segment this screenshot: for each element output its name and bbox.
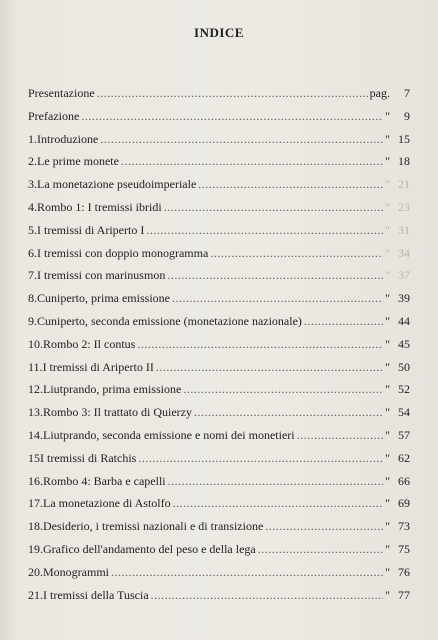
toc-entry-title: Monogrammi (43, 564, 109, 579)
toc-page-number: 73 (398, 519, 410, 534)
toc-page-reference (385, 314, 410, 329)
toc-page-reference (385, 132, 410, 147)
toc-page-reference (385, 496, 410, 511)
toc-page-reference (385, 246, 410, 261)
toc-entry-title: Desiderio, i tremissi nazionali e di transizione (43, 519, 264, 534)
toc-page-reference (370, 86, 410, 101)
toc-leader-dots (173, 496, 383, 511)
toc-page-reference (385, 542, 410, 557)
toc-page-prefix: " (385, 222, 390, 237)
toc-entry-number: 11. (28, 359, 43, 374)
toc-page-prefix: " (385, 154, 390, 169)
toc-entry (28, 337, 410, 360)
toc-leader-dots (194, 405, 383, 420)
toc-page-prefix: " (385, 291, 390, 306)
toc-entry-number: 14. (28, 427, 43, 442)
toc-entry (28, 132, 410, 155)
toc-entry-number: 6. (28, 245, 37, 260)
toc-page-prefix: " (385, 245, 390, 260)
toc-entry-title: Liutprando, prima emissione (43, 382, 182, 397)
toc-page-reference (385, 405, 410, 420)
toc-page-prefix: " (385, 359, 390, 374)
toc-entry (28, 200, 410, 223)
toc-entry-number: 16. (28, 473, 43, 488)
toc-leader-dots (121, 154, 383, 169)
toc-page-number: 34 (398, 245, 410, 260)
toc-entry-title: Rombo 3: Il trattato di Quierzy (43, 405, 192, 420)
toc-entry-title: Le prime monete (37, 154, 119, 169)
toc-page-number: 21 (398, 177, 410, 192)
toc-page-number: 39 (398, 291, 410, 306)
table-of-contents (28, 86, 410, 610)
toc-page-reference (385, 268, 410, 283)
toc-page-reference (385, 519, 410, 534)
toc-page-number: 50 (398, 359, 410, 374)
toc-page-number: 23 (398, 199, 410, 214)
toc-entry-number: 18. (28, 519, 43, 534)
toc-page-reference (385, 382, 410, 397)
toc-leader-dots (168, 474, 383, 489)
toc-page-prefix: " (385, 199, 390, 214)
toc-entry (28, 496, 410, 519)
toc-page-reference (385, 474, 410, 489)
toc-page-prefix: " (385, 541, 390, 556)
toc-entry (28, 565, 410, 588)
toc-entry-title: Presentazione (28, 86, 95, 100)
page-title: INDICE (194, 25, 244, 40)
toc-leader-dots (81, 109, 383, 124)
toc-page-reference (385, 177, 410, 192)
toc-page-number: 31 (398, 222, 410, 237)
toc-entry-number: 10. (28, 336, 43, 351)
toc-page-reference (385, 451, 410, 466)
toc-page-reference (385, 291, 410, 306)
toc-page-number: 76 (398, 564, 410, 579)
toc-page-number: 15 (398, 131, 410, 146)
toc-page-reference (385, 588, 410, 603)
toc-leader-dots (210, 246, 383, 261)
toc-page-number: 54 (398, 405, 410, 420)
toc-page-reference (385, 337, 410, 352)
toc-leader-dots (97, 86, 368, 101)
toc-entry-title: I tremissi di Ratchis (40, 450, 137, 465)
toc-leader-dots (258, 542, 383, 557)
toc-page-prefix: " (385, 564, 390, 579)
toc-entry-title: I tremissi con marinusmon (37, 268, 166, 283)
toc-entry (28, 588, 410, 611)
toc-page-number: 75 (398, 541, 410, 556)
toc-page-reference (385, 109, 410, 124)
toc-entry-title: I tremissi della Tuscia (43, 587, 149, 602)
toc-page-prefix: " (385, 473, 390, 488)
toc-entry-number: 7. (28, 268, 37, 283)
toc-page-number: 18 (398, 154, 410, 169)
toc-page-prefix: " (385, 131, 390, 146)
toc-entry-title: Prefazione (28, 108, 80, 123)
toc-leader-dots (198, 177, 383, 192)
toc-entry (28, 474, 410, 497)
toc-entry-title: Introduzione (37, 131, 99, 146)
toc-page-prefix: " (385, 108, 390, 123)
toc-leader-dots (304, 314, 383, 329)
toc-entry (28, 177, 410, 200)
toc-entry-number: 4. (28, 199, 37, 214)
toc-entry (28, 154, 410, 177)
toc-entry-title: La monetazione pseudoimperiale (37, 177, 197, 192)
toc-page-number: 77 (398, 587, 410, 602)
toc-entry-title: Liutprando, seconda emissione e nomi dei monetieri (43, 427, 295, 442)
toc-entry-title: Rombo 2: Il contus (43, 336, 136, 351)
toc-entry-title: I tremissi con doppio monogramma (37, 245, 209, 260)
toc-entry-number: 21. (28, 587, 43, 602)
toc-entry-number: 20. (28, 564, 43, 579)
toc-entry-title: La monetazione di Astolfo (43, 496, 171, 511)
toc-page-number: 44 (398, 313, 410, 328)
toc-page-number: 45 (398, 336, 410, 351)
toc-page-prefix: " (385, 336, 390, 351)
toc-leader-dots (183, 382, 383, 397)
toc-entry-title: I tremissi di Ariperto II (42, 359, 154, 374)
toc-page-prefix: " (385, 177, 390, 192)
toc-page-number: 37 (398, 268, 410, 283)
toc-leader-dots (156, 360, 383, 375)
toc-page-prefix: " (385, 405, 390, 420)
toc-leader-dots (167, 268, 383, 283)
toc-page-number: 7 (404, 86, 410, 100)
toc-entry-title: Cuniperto, seconda emissione (monetazione nazionale) (37, 313, 302, 328)
toc-entry-number: 17. (28, 496, 43, 511)
toc-leader-dots (265, 519, 383, 534)
toc-page-reference (385, 223, 410, 238)
toc-entry-number: 9. (28, 313, 37, 328)
toc-page-prefix: " (385, 519, 390, 534)
toc-entry-number: 3. (28, 177, 37, 192)
toc-page-number: 62 (398, 450, 410, 465)
toc-entry-title: Rombo 1: I tremissi ibridi (37, 199, 162, 214)
toc-entry-title: Rombo 4: Barba e capelli (43, 473, 166, 488)
toc-leader-dots (100, 132, 383, 147)
toc-entry-number: 5. (28, 222, 37, 237)
toc-entry-number: 15 (28, 450, 40, 465)
toc-page-number: 9 (404, 108, 410, 123)
toc-entry-number: 2. (28, 154, 37, 169)
toc-entry (28, 360, 410, 383)
toc-entry (28, 542, 410, 565)
toc-entry-number: 8. (28, 291, 37, 306)
toc-entry (28, 382, 410, 405)
toc-page-prefix: " (385, 268, 390, 283)
toc-page-prefix: " (385, 450, 390, 465)
toc-entry-title: Cuniperto, prima emissione (37, 291, 170, 306)
toc-page-reference (385, 360, 410, 375)
toc-entry (28, 268, 410, 291)
toc-entry (28, 246, 410, 269)
toc-page-prefix: " (385, 496, 390, 511)
toc-page-prefix: " (385, 313, 390, 328)
toc-leader-dots (172, 291, 383, 306)
toc-page-reference (385, 565, 410, 580)
toc-entry (28, 451, 410, 474)
toc-page-reference (385, 200, 410, 215)
toc-entry (28, 291, 410, 314)
toc-page-number: 69 (398, 496, 410, 511)
toc-entry-title: Grafico dell'andamento del peso e della lega (43, 541, 256, 556)
toc-page-prefix: " (385, 587, 390, 602)
toc-page-number: 52 (398, 382, 410, 397)
toc-entry (28, 86, 410, 109)
toc-page-number: 57 (398, 427, 410, 442)
toc-leader-dots (164, 200, 383, 215)
toc-entry (28, 519, 410, 542)
toc-entry-number: 1. (28, 131, 37, 146)
toc-entry (28, 405, 410, 428)
toc-page-reference (385, 428, 410, 443)
toc-leader-dots (297, 428, 383, 443)
toc-entry (28, 314, 410, 337)
toc-entry-number: 13. (28, 405, 43, 420)
toc-page-prefix: " (385, 382, 390, 397)
toc-entry (28, 223, 410, 246)
toc-leader-dots (151, 588, 383, 603)
toc-page-reference (385, 154, 410, 169)
toc-page-number: 66 (398, 473, 410, 488)
toc-entry-number: 12. (28, 382, 43, 397)
toc-leader-dots (111, 565, 383, 580)
toc-leader-dots (146, 223, 383, 238)
toc-leader-dots (137, 337, 383, 352)
toc-page-prefix: pag. (369, 86, 390, 100)
toc-leader-dots (138, 451, 383, 466)
toc-entry-number: 19. (28, 541, 43, 556)
toc-entry (28, 428, 410, 451)
toc-page-prefix: " (385, 427, 390, 442)
toc-entry-title: I tremissi di Ariperto I (37, 222, 145, 237)
toc-entry (28, 109, 410, 132)
